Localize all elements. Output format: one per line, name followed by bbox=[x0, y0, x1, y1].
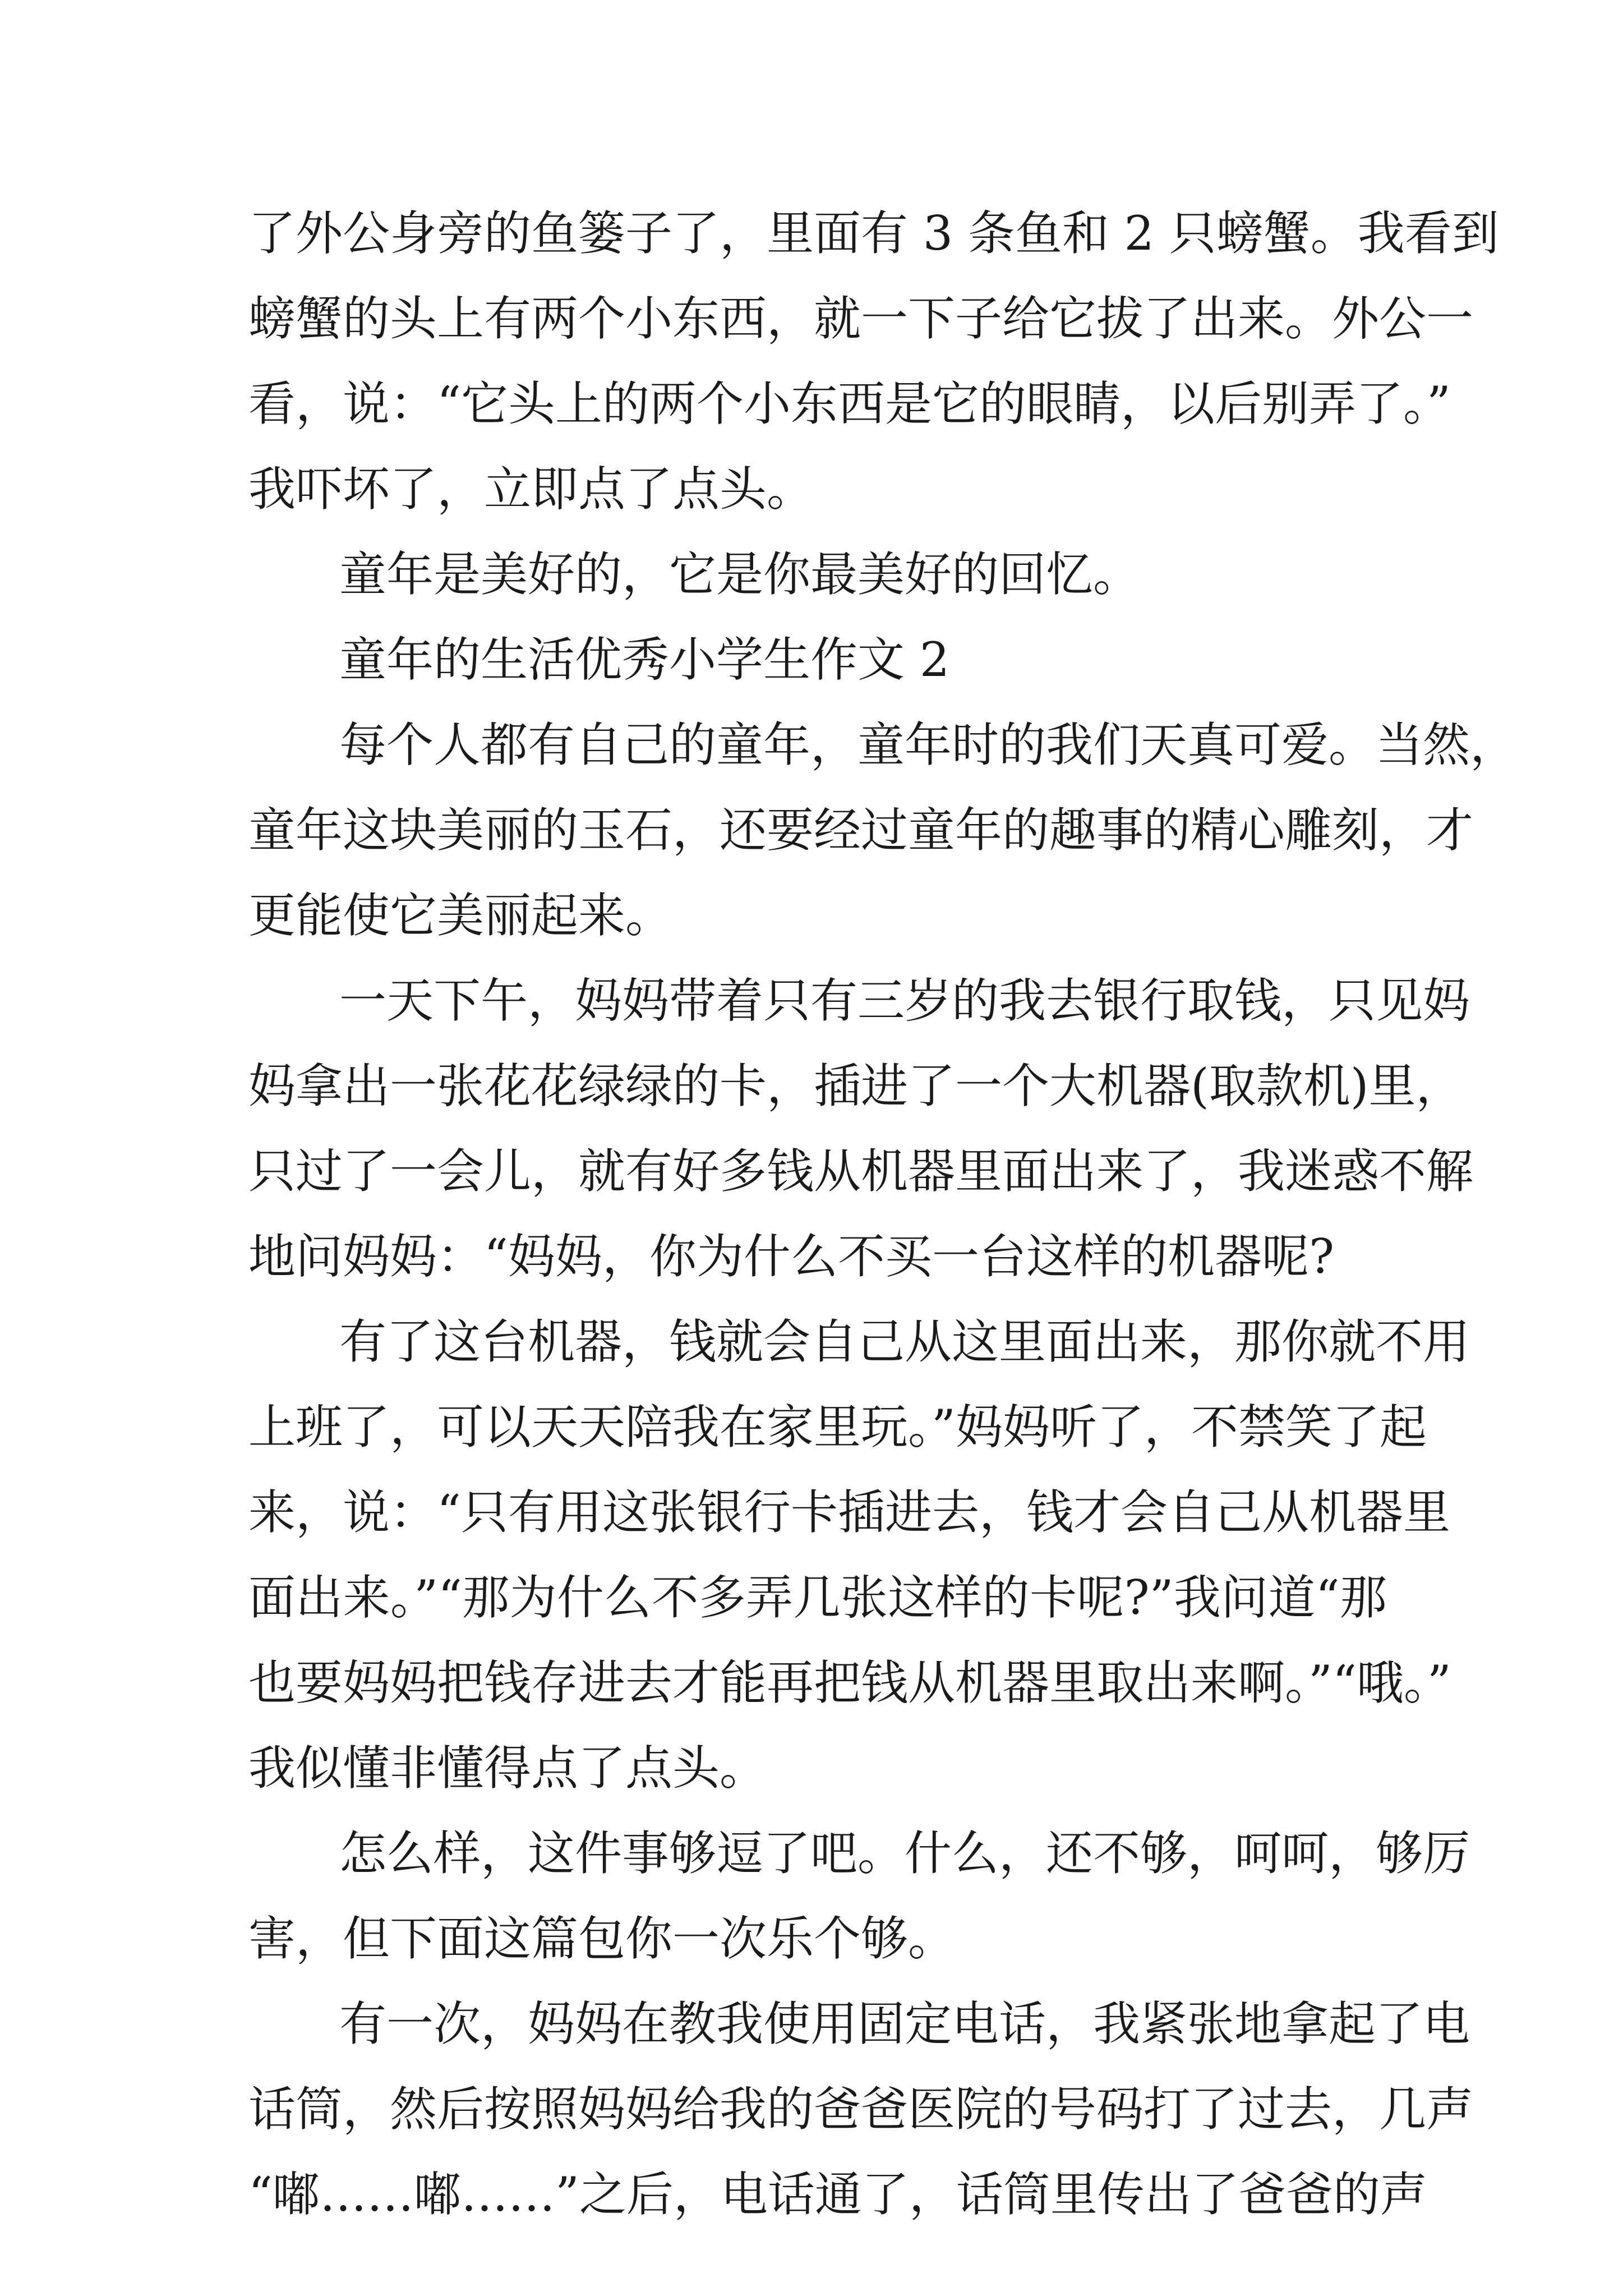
text-line: 看，说：“它头上的两个小东西是它的眼睛，以后别弄了。” bbox=[248, 376, 1451, 431]
document-body bbox=[248, 191, 1518, 2237]
text-line: 一天下午，妈妈带着只有三岁的我去银行取钱，只见妈 bbox=[339, 973, 1470, 1028]
text-line: 童年这块美丽的玉石，还要经过童年的趣事的精心雕刻，才 bbox=[248, 803, 1474, 858]
text-line: 地问妈妈：“妈妈，你为什么不买一台这样的机器呢? bbox=[248, 1229, 1334, 1284]
text-line: “嘟……嘟……”之后，电话通了，话筒里传出了爸爸的声 bbox=[248, 2167, 1427, 2222]
text-line: 话筒，然后按照妈妈给我的爸爸医院的号码打了过去，几声 bbox=[248, 2082, 1474, 2137]
text-line: 童年的生活优秀小学生作文 2 bbox=[339, 632, 950, 687]
text-line: 妈拿出一张花花绿绿的卡，插进了一个大机器(取款机)里， bbox=[248, 1059, 1463, 1114]
text-line: 怎么样，这件事够逗了吧。什么，还不够，呵呵，够厉 bbox=[339, 1826, 1470, 1881]
text-line: 了外公身旁的鱼篓子了，里面有 3 条鱼和 2 只螃蟹。我看到 bbox=[248, 206, 1499, 261]
text-line: 害，但下面这篇包你一次乐个够。 bbox=[248, 1911, 956, 1966]
text-line: 也要妈妈把钱存进去才能再把钱从机器里取出来啊。”“哦。” bbox=[248, 1655, 1451, 1710]
text-line: 螃蟹的头上有两个小东西，就一下子给它拔了出来。外公一 bbox=[248, 291, 1474, 346]
text-line: 只过了一会儿，就有好多钱从机器里面出来了，我迷惑不解 bbox=[248, 1144, 1474, 1199]
text-line: 我似懂非懂得点了点头。 bbox=[248, 1741, 767, 1796]
text-line: 我吓坏了，立即点了点头。 bbox=[248, 462, 814, 517]
text-line: 每个人都有自己的童年，童年时的我们天真可爱。当然， bbox=[339, 717, 1518, 772]
text-line: 面出来。”“那为什么不多弄几张这样的卡呢?”我问道“那 bbox=[248, 1570, 1387, 1625]
text-line: 有了这台机器，钱就会自己从这里面出来，那你就不用 bbox=[339, 1314, 1470, 1369]
text-line: 上班了，可以天天陪我在家里玩。”妈妈听了，不禁笑了起 bbox=[248, 1400, 1427, 1455]
text-line: 更能使它美丽起来。 bbox=[248, 888, 673, 943]
text-line: 来，说：“只有用这张银行卡插进去，钱才会自己从机器里 bbox=[248, 1485, 1450, 1540]
text-line: 童年是美好的，它是你最美好的回忆。 bbox=[339, 547, 1141, 602]
text-line: 有一次，妈妈在教我使用固定电话，我紧张地拿起了电 bbox=[339, 1996, 1470, 2051]
